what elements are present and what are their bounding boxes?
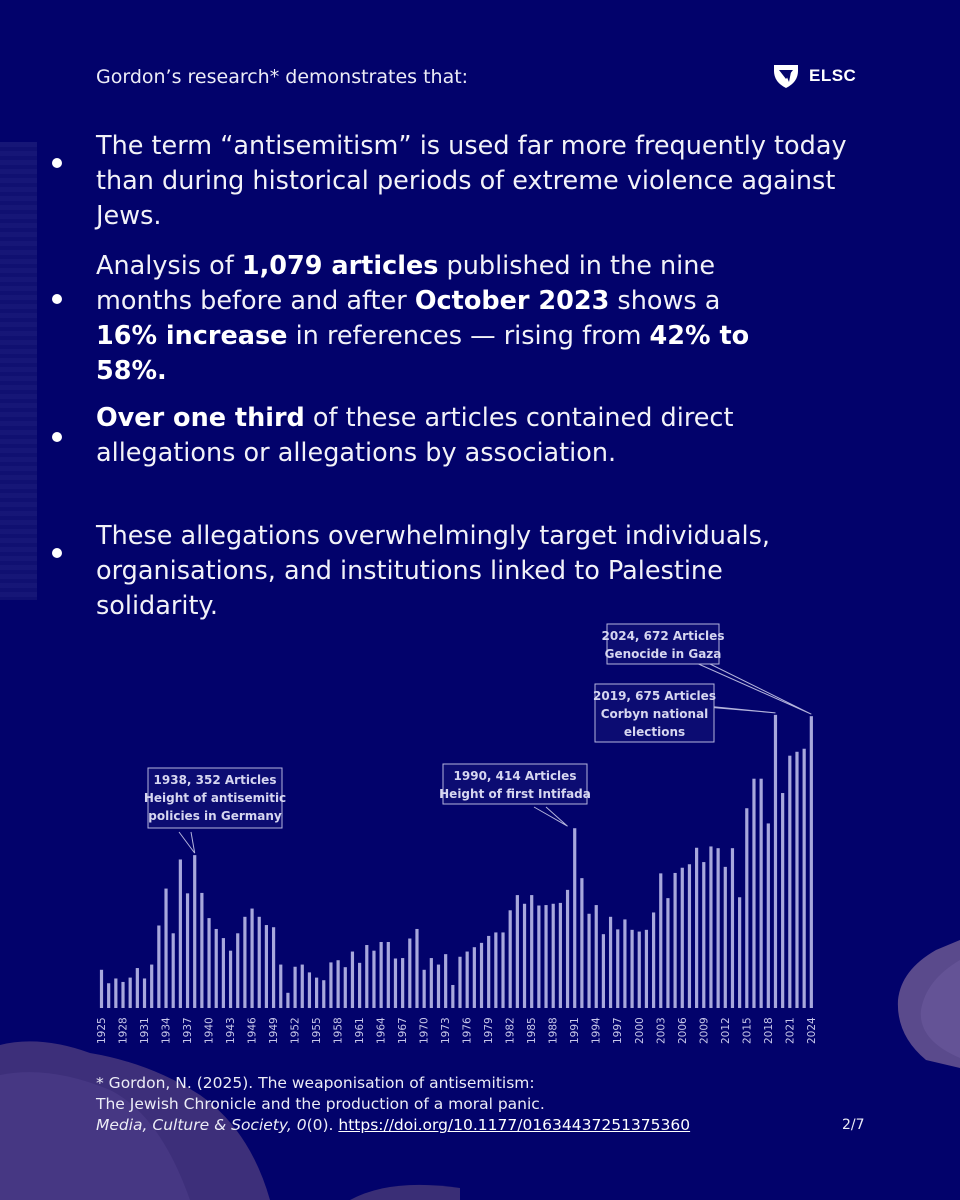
citation-line-3 bbox=[96, 1115, 690, 1136]
x-tick-label: 2021 bbox=[784, 1017, 797, 1044]
bar-2011 bbox=[717, 848, 720, 1008]
x-tick-label: 2000 bbox=[633, 1017, 646, 1044]
bullet-text bbox=[96, 401, 816, 471]
bar-1955 bbox=[315, 978, 318, 1008]
x-tick-label: 1961 bbox=[354, 1017, 367, 1044]
x-tick-label: 1997 bbox=[612, 1017, 625, 1044]
x-tick-label: 1931 bbox=[139, 1017, 151, 1044]
bullet-segment: These allegations overwhelmingly target individuals, organisations, and institutions linked to Palestine solidarity. bbox=[96, 521, 771, 621]
bar-1934 bbox=[164, 889, 167, 1008]
bullet-segment: in references — rising from bbox=[287, 321, 650, 351]
citation-footnote bbox=[96, 1073, 690, 1136]
bar-1993 bbox=[587, 914, 590, 1008]
bar-2010 bbox=[709, 846, 712, 1008]
citation-line-2: The Jewish Chronicle and the production of a moral panic. bbox=[96, 1095, 545, 1113]
bar-2015 bbox=[745, 808, 748, 1008]
bar-1984 bbox=[523, 904, 526, 1008]
x-tick-label: 1970 bbox=[418, 1017, 431, 1044]
annotation-title: 1938, 352 Articles bbox=[153, 773, 277, 787]
bar-1954 bbox=[308, 972, 311, 1008]
bar-1959 bbox=[344, 967, 347, 1008]
bullet-highlight: October 2023 bbox=[414, 286, 610, 316]
bar-1964 bbox=[380, 942, 383, 1008]
decorative-text-strip bbox=[0, 142, 37, 600]
bar-1937 bbox=[186, 893, 189, 1008]
bar-1933 bbox=[157, 925, 160, 1008]
bar-2009 bbox=[702, 862, 705, 1008]
bar-2004 bbox=[666, 898, 669, 1008]
bar-1936 bbox=[179, 859, 182, 1008]
bar-1943 bbox=[229, 951, 232, 1008]
bar-1948 bbox=[265, 925, 268, 1008]
x-tick-label: 1934 bbox=[160, 1017, 173, 1044]
annotation-2019 bbox=[593, 684, 775, 742]
bar-1940 bbox=[207, 918, 210, 1008]
x-tick-label: 2012 bbox=[719, 1017, 732, 1044]
bar-1990 bbox=[566, 890, 569, 1008]
bar-1971 bbox=[430, 958, 433, 1008]
bar-2006 bbox=[681, 868, 684, 1008]
bar-2003 bbox=[659, 873, 662, 1008]
bar-1976 bbox=[466, 952, 469, 1008]
elsc-logo bbox=[771, 62, 856, 90]
bar-1958 bbox=[337, 960, 340, 1008]
decorative-rock bbox=[350, 1178, 460, 1200]
bar-1985 bbox=[530, 895, 533, 1008]
x-tick-label: 2024 bbox=[805, 1017, 818, 1044]
bar-1991 bbox=[573, 828, 576, 1008]
x-tick-label: 1949 bbox=[268, 1017, 281, 1044]
x-tick-label: 1994 bbox=[590, 1017, 603, 1044]
annotation-label: policies in Germany bbox=[148, 809, 282, 823]
x-tick-label: 2015 bbox=[741, 1017, 754, 1044]
bar-2019 bbox=[774, 715, 777, 1008]
x-tick-label: 1955 bbox=[311, 1017, 324, 1044]
shield-icon bbox=[771, 62, 801, 90]
articles-bar-chart bbox=[0, 600, 960, 1060]
bar-1947 bbox=[258, 917, 261, 1008]
annotation-1990 bbox=[439, 764, 591, 826]
bar-2020 bbox=[781, 793, 784, 1008]
bar-1967 bbox=[401, 958, 404, 1008]
bar-1960 bbox=[351, 952, 354, 1008]
bullet-highlight: 42% to 58%. bbox=[96, 321, 750, 386]
bar-2013 bbox=[731, 848, 734, 1008]
bar-1975 bbox=[458, 957, 461, 1008]
x-tick-label: 1928 bbox=[117, 1017, 130, 1044]
bar-1928 bbox=[121, 982, 124, 1008]
bullet-segment: published in the nine months before and after bbox=[96, 251, 716, 316]
bar-1969 bbox=[415, 929, 418, 1008]
x-tick-label: 2018 bbox=[762, 1017, 775, 1044]
bar-1999 bbox=[630, 930, 633, 1008]
bar-1925 bbox=[100, 970, 103, 1008]
x-tick-label: 1943 bbox=[225, 1017, 238, 1044]
journal-issue: (0). bbox=[306, 1116, 339, 1134]
bar-1992 bbox=[580, 878, 583, 1008]
bar-1927 bbox=[114, 978, 117, 1008]
bar-1973 bbox=[444, 954, 447, 1008]
bar-1932 bbox=[150, 965, 153, 1008]
bar-1986 bbox=[537, 906, 540, 1008]
bar-2016 bbox=[752, 779, 755, 1008]
x-tick-label: 1973 bbox=[440, 1017, 453, 1044]
annotation-pointer bbox=[534, 807, 568, 826]
bullet-dot bbox=[52, 158, 62, 168]
annotation-label: Height of first Intifada bbox=[439, 787, 591, 801]
x-tick-label: 1985 bbox=[526, 1017, 539, 1044]
x-tick-label: 1940 bbox=[203, 1017, 216, 1044]
bar-2018 bbox=[767, 823, 770, 1008]
bar-2001 bbox=[645, 930, 648, 1008]
bar-2000 bbox=[638, 932, 641, 1008]
bar-2002 bbox=[652, 912, 655, 1008]
bar-1979 bbox=[487, 936, 490, 1008]
bar-2007 bbox=[688, 864, 691, 1008]
annotation-1938 bbox=[144, 768, 286, 853]
x-tick-label: 1925 bbox=[96, 1017, 108, 1044]
bar-2005 bbox=[674, 873, 677, 1008]
bar-1963 bbox=[372, 951, 375, 1008]
journal-name: Media, Culture & Society, 0 bbox=[96, 1116, 307, 1134]
bar-1966 bbox=[394, 958, 397, 1008]
doi-link[interactable]: https://doi.org/10.1177/01634437251375360 bbox=[338, 1116, 691, 1134]
bullet-text bbox=[96, 129, 886, 234]
annotation-label: elections bbox=[623, 725, 686, 739]
bar-1988 bbox=[552, 904, 555, 1008]
bar-1981 bbox=[501, 932, 504, 1008]
bar-1941 bbox=[215, 929, 218, 1008]
bar-1974 bbox=[451, 985, 454, 1008]
bar-1929 bbox=[129, 978, 132, 1008]
bar-1961 bbox=[358, 963, 361, 1008]
bar-1965 bbox=[387, 942, 390, 1008]
annotations-group bbox=[144, 624, 812, 853]
bar-1942 bbox=[222, 938, 225, 1008]
bullet-dot bbox=[52, 432, 62, 442]
x-tick-label: 1988 bbox=[547, 1017, 560, 1044]
bullet-highlight: Over one third bbox=[96, 403, 305, 433]
bar-2017 bbox=[760, 779, 763, 1008]
x-tick-label: 2006 bbox=[676, 1017, 689, 1044]
bar-1968 bbox=[408, 939, 411, 1008]
bar-1989 bbox=[559, 903, 562, 1008]
bar-1987 bbox=[544, 905, 547, 1008]
x-tick-label: 1946 bbox=[246, 1017, 259, 1044]
bar-1998 bbox=[623, 919, 626, 1008]
decorative-rock bbox=[896, 940, 960, 1070]
bar-2024 bbox=[810, 716, 813, 1008]
annotation-label: Genocide in Gaza bbox=[604, 647, 722, 661]
bar-1995 bbox=[602, 934, 605, 1008]
annotation-label: Height of antisemitic bbox=[143, 791, 287, 805]
annotation-title: 2019, 675 Articles bbox=[593, 689, 716, 703]
bar-2023 bbox=[803, 749, 806, 1008]
bar-1949 bbox=[272, 927, 275, 1008]
annotation-label: Corbyn national bbox=[600, 707, 709, 721]
bullet-segment: Analysis of bbox=[96, 251, 242, 281]
logo-text: ELSC bbox=[809, 66, 857, 85]
bullet-highlight: 1,079 articles bbox=[241, 251, 439, 281]
x-tick-label: 1937 bbox=[182, 1017, 194, 1044]
bar-1931 bbox=[143, 978, 146, 1008]
bar-1957 bbox=[329, 962, 332, 1008]
intro-text: Gordon’s research* demonstrates that: bbox=[96, 66, 469, 88]
bar-1935 bbox=[172, 933, 175, 1008]
bar-1926 bbox=[107, 983, 110, 1008]
bar-1938 bbox=[193, 855, 196, 1008]
bar-1977 bbox=[473, 947, 476, 1008]
bullet-dot bbox=[52, 548, 62, 558]
page-indicator: 2/7 bbox=[842, 1117, 865, 1133]
bar-2008 bbox=[695, 848, 698, 1008]
bar-1983 bbox=[516, 895, 519, 1008]
x-tick-label: 1958 bbox=[332, 1017, 345, 1044]
bar-1953 bbox=[301, 965, 304, 1008]
bar-2022 bbox=[795, 752, 798, 1008]
bar-1997 bbox=[616, 929, 619, 1008]
bar-1980 bbox=[494, 932, 497, 1008]
bar-1930 bbox=[136, 968, 139, 1008]
bars-group bbox=[100, 715, 813, 1008]
bar-1994 bbox=[595, 905, 598, 1008]
bullet-segment: The term “antisemitism” is used far more frequently today than during historical periods of extreme violence against Jews. bbox=[96, 131, 847, 231]
bar-1978 bbox=[480, 943, 483, 1008]
bar-1944 bbox=[236, 933, 239, 1008]
bar-2021 bbox=[788, 756, 791, 1008]
x-tick-label: 2003 bbox=[655, 1017, 668, 1044]
x-tick-label: 1991 bbox=[569, 1017, 582, 1044]
bar-1962 bbox=[365, 945, 368, 1008]
annotation-title: 1990, 414 Articles bbox=[453, 769, 577, 783]
bar-1952 bbox=[293, 967, 296, 1008]
annotation-title: 2024, 672 Articles bbox=[601, 629, 725, 643]
x-tick-label: 2009 bbox=[698, 1017, 711, 1044]
bar-1951 bbox=[286, 993, 289, 1008]
bar-1956 bbox=[322, 980, 325, 1008]
bar-2012 bbox=[724, 867, 727, 1008]
bar-1939 bbox=[200, 893, 203, 1008]
x-tick-label: 1979 bbox=[483, 1017, 496, 1044]
x-tick-label: 1976 bbox=[461, 1017, 474, 1044]
bullet-dot bbox=[52, 294, 62, 304]
annotation-pointer bbox=[179, 832, 195, 853]
bar-1972 bbox=[437, 965, 440, 1008]
bar-1946 bbox=[250, 909, 253, 1008]
x-tick-label: 1967 bbox=[397, 1017, 410, 1044]
x-tick-label: 1964 bbox=[375, 1017, 388, 1044]
bullet-text bbox=[96, 249, 786, 389]
x-tick-label: 1982 bbox=[504, 1017, 517, 1044]
bullet-highlight: 16% increase bbox=[96, 321, 288, 351]
citation-line-1: * Gordon, N. (2025). The weaponisation of antisemitism: bbox=[96, 1074, 535, 1092]
bar-2014 bbox=[738, 897, 741, 1008]
bar-1945 bbox=[243, 917, 246, 1008]
bar-1950 bbox=[279, 965, 282, 1008]
x-tick-label: 1952 bbox=[289, 1017, 302, 1044]
bar-1970 bbox=[423, 970, 426, 1008]
bar-1982 bbox=[509, 910, 512, 1008]
bar-1996 bbox=[609, 917, 612, 1008]
bullet-segment: shows a bbox=[609, 286, 721, 316]
bullet-segment: of these articles contained direct allegations or allegations by association. bbox=[96, 403, 734, 468]
